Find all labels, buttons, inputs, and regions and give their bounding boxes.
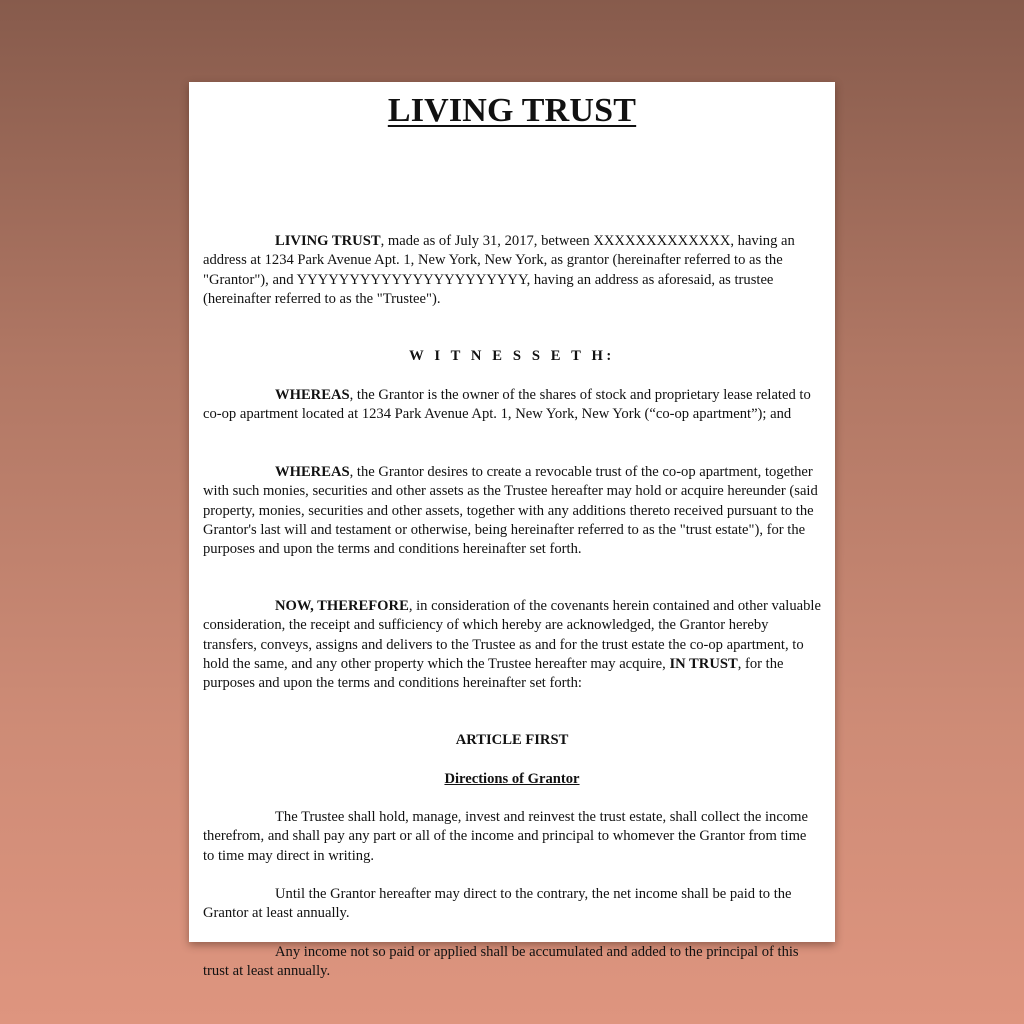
article-subheading: Directions of Grantor bbox=[444, 771, 580, 787]
whereas-2-lead: WHEREAS bbox=[275, 464, 350, 480]
article-paragraph-text: Until the Grantor hereafter may direct to the contrary, the net income shall be paid to the Grantor at least annually. bbox=[203, 886, 792, 922]
now-therefore-text-2: , for the purposes and upon the terms and conditions hereinafter set forth: bbox=[203, 655, 784, 692]
article-paragraph-2 bbox=[203, 885, 821, 924]
intro-text: , made as of July 31, 2017, between XXXXXXXXXXXXX, having an address at 1234 Park Avenue Apt. 1, New York, New York, as grantor (hereinafter referred to as the "Grantor"), and YYYYYYYYYYYYYYYYYYYYYY, having an address as aforesaid, as trustee (hereinafter referred to as the "Trustee"). bbox=[203, 233, 795, 307]
in-trust-lead: IN TRUST bbox=[669, 655, 738, 672]
document-title: LIVING TRUST bbox=[387, 92, 637, 129]
intro-lead: LIVING TRUST bbox=[275, 233, 381, 249]
whereas-paragraph-1 bbox=[203, 386, 821, 425]
article-paragraph-text: Any income not so paid or applied shall be accumulated and added to the principal of this trust at least annually. bbox=[203, 944, 799, 980]
now-therefore-lead: NOW, THEREFORE bbox=[275, 598, 409, 614]
article-paragraph-3 bbox=[203, 943, 821, 982]
whereas-2-text: , the Grantor desires to create a revocable trust of the co-op apartment, together with such monies, securities and other assets as the Trustee hereafter may hold or acquire hereunder (said property, monies, securities and other assets, together with any additions thereto received pursuant to the Grantor's last will and testament or otherwise, being hereinafter referred to as the "trust estate"), for the purposes and upon the terms and conditions hereinafter set forth. bbox=[203, 464, 818, 558]
whereas-paragraph-2 bbox=[203, 463, 821, 559]
intro-paragraph bbox=[203, 232, 821, 309]
witnesseth-heading: W I T N E S S E T H: bbox=[409, 348, 615, 364]
whereas-1-lead: WHEREAS bbox=[275, 387, 350, 403]
article-paragraph-text: The Trustee shall hold, manage, invest and reinvest the trust estate, shall collect the income therefrom, and shall pay any part or all of the income and principal to whomever the Grantor from time to time may direct in writing. bbox=[203, 809, 808, 864]
witnesseth-heading-wrap bbox=[203, 347, 821, 366]
whereas-1-text: , the Grantor is the owner of the shares of stock and proprietary lease related to co-op apartment located at 1234 Park Avenue Apt. 1, New York, New York (“co-op apartment”); and bbox=[203, 387, 811, 423]
now-therefore-text-1: , in consideration of the covenants herein contained and other valuable consideration, the receipt and sufficiency of which hereby are acknowledged, the Grantor hereby transfers, conveys, assigns and delivers to the Trustee as and for the trust estate the co-op apartment, to hold the same, and any other property which the Trustee hereafter may acquire, bbox=[203, 598, 821, 672]
article-heading: ARTICLE FIRST bbox=[455, 732, 569, 748]
article-paragraph-1 bbox=[203, 808, 821, 866]
document-page bbox=[189, 82, 835, 980]
now-therefore-paragraph bbox=[203, 597, 821, 693]
article-subheading-wrap bbox=[203, 770, 821, 789]
article-heading-wrap bbox=[203, 731, 821, 750]
